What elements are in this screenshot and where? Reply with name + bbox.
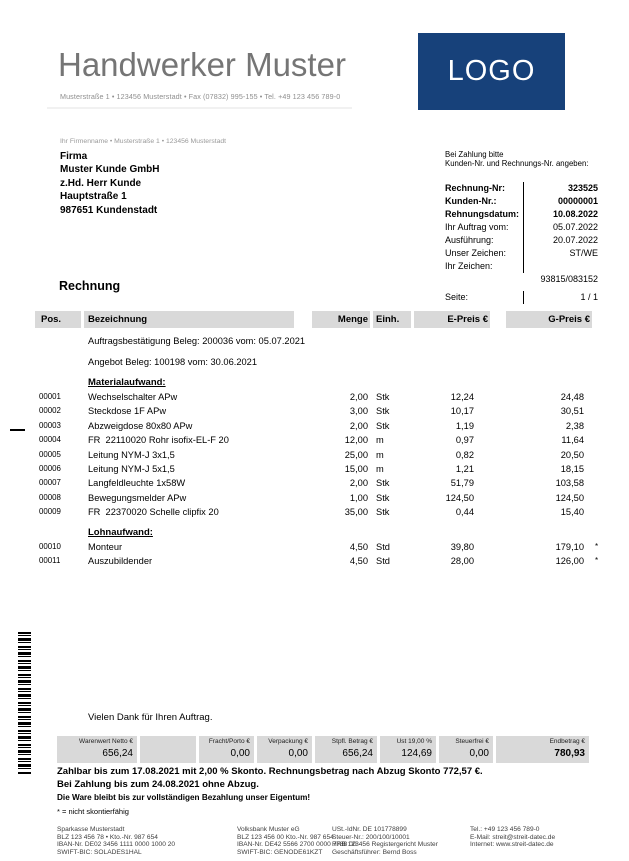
item-unit: Stk xyxy=(376,478,390,489)
column-gap xyxy=(297,390,309,404)
footer-line: Volksbank Muster eG xyxy=(237,826,300,833)
column-gap xyxy=(493,311,503,328)
fold-mark xyxy=(10,429,25,431)
footer-line: Geschäftsführer: Bernd Boss xyxy=(332,849,417,857)
column-gap xyxy=(493,419,503,433)
item-no-discount-flag xyxy=(595,505,603,519)
note-spacer xyxy=(35,355,81,370)
sender-return-line: Ihr Firmenname • Musterstraße 1 • 123456 Musterstadt xyxy=(60,138,227,145)
item-unit: Stk xyxy=(376,420,390,431)
item-description: Wechselschalter APw xyxy=(88,392,178,402)
item-unit: Std xyxy=(376,541,390,552)
item-no-discount-flag: * xyxy=(595,541,599,551)
barcode xyxy=(18,632,31,774)
column-gap xyxy=(493,540,503,554)
info-row xyxy=(445,208,598,221)
info-row xyxy=(445,182,598,195)
info-label: Unser Zeichen: xyxy=(445,248,507,259)
totals-value: 656,24 xyxy=(342,748,373,759)
table-row xyxy=(35,433,593,447)
column-gap xyxy=(493,462,503,476)
totals-value: 780,93 xyxy=(554,748,585,759)
column-gap xyxy=(493,491,503,505)
info-value: ST/WE xyxy=(523,247,598,260)
item-no-discount-flag xyxy=(595,448,603,462)
item-description: FR 22110020 Rohr isofix-EL-F 20 xyxy=(88,435,229,446)
info-value: 323525 xyxy=(523,182,598,195)
item-description: Leitung NYM-J 3x1,5 xyxy=(88,449,175,460)
footer-line: Sparkasse Musterstadt xyxy=(57,826,125,833)
item-unit-price: 124,50 xyxy=(445,492,474,503)
column-gap xyxy=(595,311,603,328)
info-label: Seite: xyxy=(445,291,469,302)
totals-cell xyxy=(199,736,254,763)
item-unit-price: 39,80 xyxy=(450,541,474,552)
info-value: 10.08.2022 xyxy=(523,208,598,221)
item-pos: 00002 xyxy=(39,406,61,416)
reference-note-row xyxy=(35,334,593,349)
info-value: 00000001 xyxy=(523,195,598,208)
info-label: Kunden-Nr.: xyxy=(445,195,497,206)
column-gap xyxy=(493,433,503,447)
section-spacer xyxy=(35,376,81,390)
item-total-price: 124,50 xyxy=(555,492,584,503)
footer-line: BLZ 123 456 78 • Kto.-Nr. 987 654 xyxy=(57,833,158,841)
item-pos: 00007 xyxy=(39,478,61,488)
item-unit-price: 0,44 xyxy=(455,507,474,518)
item-pos: 00010 xyxy=(39,541,61,551)
item-qty: 15,00 xyxy=(344,464,368,475)
item-pos: 00004 xyxy=(39,435,61,445)
table-row xyxy=(35,476,593,490)
item-no-discount-flag xyxy=(595,419,603,433)
footer-line: BLZ 123 456 00 Kto.-Nr. 987 654 xyxy=(237,833,334,841)
item-no-discount-flag: * xyxy=(595,556,599,566)
totals-bar xyxy=(57,736,593,763)
recipient-line: z.Hd. Herr Kunde xyxy=(60,177,142,189)
item-no-discount-flag xyxy=(595,433,603,447)
recipient-line: Firma xyxy=(60,151,88,162)
info-label: Ausführung: xyxy=(445,235,494,246)
info-row xyxy=(445,195,598,208)
recipient-line: Hauptstraße 1 xyxy=(60,191,127,203)
recipient-block xyxy=(60,150,159,217)
item-unit: Stk xyxy=(376,492,390,503)
item-pos: 00005 xyxy=(39,449,61,459)
item-pos: 00009 xyxy=(39,507,61,517)
items-rows xyxy=(35,334,599,568)
footer-line: Internet: www.streit-datec.de xyxy=(470,841,554,849)
section-label: Materialaufwand: xyxy=(88,377,166,388)
item-unit: m xyxy=(376,464,384,475)
item-unit: Std xyxy=(376,556,390,567)
reference-note-text: Auftragsbestätigung Beleg: 200036 vom: 05.07.2021 xyxy=(88,336,306,346)
item-description: FR 22370020 Schelle clipfix 20 xyxy=(88,507,219,518)
footer-line: Steuer-Nr.: 200/100/10001 xyxy=(332,833,410,841)
section-spacer xyxy=(35,526,81,540)
item-qty: 2,00 xyxy=(349,420,368,431)
item-qty: 4,50 xyxy=(349,556,368,567)
item-unit-price: 51,79 xyxy=(450,478,474,489)
totals-cell xyxy=(140,736,196,763)
column-header-qty: Menge xyxy=(312,311,370,328)
info-label: Ihr Auftrag vom: xyxy=(445,222,509,233)
totals-value: 0,00 xyxy=(469,748,489,759)
item-pos: 00008 xyxy=(39,492,61,502)
footer-line: SWIFT-BIC: SOLADES1HAL xyxy=(57,849,142,857)
item-qty: 2,00 xyxy=(349,392,368,402)
table-row xyxy=(35,404,593,418)
totals-value: 124,69 xyxy=(401,748,432,759)
totals-label: Endbetrag € xyxy=(549,738,585,745)
item-total-price: 126,00 xyxy=(555,556,584,567)
totals-label: Ust 19,00 % xyxy=(396,738,432,745)
info-label xyxy=(445,273,523,286)
note-spacer xyxy=(35,334,81,349)
column-gap xyxy=(297,433,309,447)
retention-of-title-note: Die Ware bleibt bis zur vollständigen Bezahlung unser Eigentum! xyxy=(57,793,311,802)
item-unit: Stk xyxy=(376,406,390,417)
item-unit-price: 1,21 xyxy=(455,464,474,475)
item-description: Abzweigdose 80x80 APw xyxy=(88,420,193,431)
column-gap xyxy=(297,462,309,476)
column-gap xyxy=(493,404,503,418)
column-gap xyxy=(297,476,309,490)
table-row xyxy=(35,505,593,519)
column-gap xyxy=(297,404,309,418)
info-value xyxy=(523,260,598,273)
footer-line: SWIFT-BIC: GENODE61KZT xyxy=(237,849,323,857)
info-row xyxy=(445,291,598,304)
page-title: Rechnung xyxy=(59,279,121,293)
footer-line: USt.-IdNr. DE 101778899 xyxy=(332,826,407,833)
item-total-price: 20,50 xyxy=(560,449,584,460)
column-gap xyxy=(493,448,503,462)
payment-note-line2: Kunden-Nr. und Rechnungs-Nr. angeben: xyxy=(445,159,589,169)
company-logo xyxy=(418,33,565,110)
column-gap xyxy=(493,505,503,519)
item-unit-price: 0,97 xyxy=(455,435,474,446)
item-no-discount-flag xyxy=(595,404,603,418)
item-unit-price: 28,00 xyxy=(450,556,474,567)
column-gap xyxy=(493,390,503,404)
footer-line: E-Mail: streit@streit-datec.de xyxy=(470,833,556,841)
footer-line: IBAN-Nr. DE42 5566 2700 0000 7788 00 xyxy=(237,841,357,849)
reference-note-row xyxy=(35,355,593,370)
item-qty: 35,00 xyxy=(344,507,368,518)
footer-line: Tel.: +49 123 456 789-0 xyxy=(470,826,540,833)
column-gap xyxy=(493,476,503,490)
totals-cell xyxy=(380,736,436,763)
section-row xyxy=(35,376,593,390)
section-label: Lohnaufwand: xyxy=(88,526,153,538)
column-gap xyxy=(297,491,309,505)
info-row xyxy=(445,221,598,234)
item-no-discount-flag xyxy=(595,390,603,404)
company-name: Handwerker Muster xyxy=(58,46,346,83)
totals-value: 0,00 xyxy=(230,748,250,759)
info-label: Rehnungsdatum: xyxy=(445,209,519,219)
table-row xyxy=(35,390,593,404)
item-total-price: 103,58 xyxy=(555,478,584,489)
column-header-description: Bezeichnung xyxy=(84,311,294,328)
item-description: Langfeldleuchte 1x58W xyxy=(88,478,186,489)
table-row xyxy=(35,448,593,462)
column-gap xyxy=(297,554,309,568)
item-description: Auszubildender xyxy=(88,556,153,567)
payment-terms-skonto: Zahlbar bis zum 17.08.2021 mit 2,00 % Skonto. Rechnungsbetrag nach Abzug Skonto 772,57 €. xyxy=(57,766,483,777)
asterisk-legend: * = nicht skontierfähig xyxy=(57,807,129,816)
item-total-price: 2,38 xyxy=(565,420,584,431)
column-gap xyxy=(297,311,309,328)
items-table-header xyxy=(35,311,593,328)
info-value: 93815/083152 xyxy=(540,274,598,285)
info-row xyxy=(445,234,598,247)
totals-value: 656,24 xyxy=(102,748,133,759)
info-label: Rechnung-Nr: xyxy=(445,182,505,193)
info-row xyxy=(445,273,598,286)
footer-line: IBAN-Nr. DE02 3456 1111 0000 1000 20 xyxy=(57,841,176,849)
item-total-price: 24,48 xyxy=(560,392,584,402)
info-value: 1 / 1 xyxy=(523,291,598,304)
table-row xyxy=(35,554,599,568)
info-label: Ihr Zeichen: xyxy=(445,261,493,272)
item-no-discount-flag xyxy=(595,491,603,505)
footer-line: HRB 123456 Registergericht Muster xyxy=(332,841,438,849)
totals-cell xyxy=(315,736,377,763)
item-unit: Stk xyxy=(376,507,390,518)
totals-cell xyxy=(496,736,589,763)
column-header-pos: Pos. xyxy=(35,311,81,328)
item-unit-price: 0,82 xyxy=(455,449,474,460)
table-row xyxy=(35,540,599,554)
column-gap xyxy=(297,448,309,462)
item-total-price: 18,15 xyxy=(560,464,584,475)
header-divider xyxy=(47,107,352,109)
item-unit: m xyxy=(376,435,384,446)
item-qty: 12,00 xyxy=(344,435,368,446)
footer-bank-1 xyxy=(57,826,175,857)
reference-note-text: Angebot Beleg: 100198 vom: 30.06.2021 xyxy=(88,357,258,367)
column-gap xyxy=(297,540,309,554)
invoice-info-panel xyxy=(445,150,598,304)
item-total-price: 179,10 xyxy=(555,541,584,552)
item-description: Monteur xyxy=(88,541,123,552)
table-row xyxy=(35,419,593,433)
item-description: Leitung NYM-J 5x1,5 xyxy=(88,464,175,475)
column-header-unit: Einh. xyxy=(373,311,411,328)
item-pos: 00001 xyxy=(39,392,61,401)
column-gap xyxy=(297,505,309,519)
totals-label: Steuerfrei € xyxy=(455,738,489,745)
item-qty: 3,00 xyxy=(349,406,368,417)
recipient-line: 987651 Kundenstadt xyxy=(60,204,158,216)
totals-label: Warenwert Netto € xyxy=(79,738,133,745)
item-pos: 00003 xyxy=(39,420,61,430)
info-row xyxy=(445,260,598,273)
payment-note-line1: Bei Zahlung bitte xyxy=(445,150,504,159)
info-rows xyxy=(445,182,598,304)
item-total-price: 30,51 xyxy=(560,406,584,417)
totals-cell xyxy=(57,736,137,763)
item-description: Bewegungsmelder APw xyxy=(88,492,187,503)
item-qty: 4,50 xyxy=(349,541,368,552)
item-unit-price: 12,24 xyxy=(450,392,474,402)
column-header-total-price: G-Preis € xyxy=(506,311,592,328)
section-row xyxy=(35,526,593,540)
totals-label: Verpackung € xyxy=(268,738,308,745)
item-unit: m xyxy=(376,449,384,460)
item-unit-price: 1,19 xyxy=(455,420,474,431)
totals-label xyxy=(144,738,192,746)
totals-cell xyxy=(257,736,312,763)
column-header-unit-price: E-Preis € xyxy=(414,311,490,328)
column-gap xyxy=(493,554,503,568)
table-row xyxy=(35,491,593,505)
item-no-discount-flag xyxy=(595,476,603,490)
item-qty: 25,00 xyxy=(344,449,368,460)
totals-value: 0,00 xyxy=(288,748,308,759)
logo-text: LOGO xyxy=(447,55,536,87)
table-row xyxy=(35,462,593,476)
items-table xyxy=(35,311,599,568)
item-unit-price: 10,17 xyxy=(450,406,474,417)
footer-tax-registry xyxy=(332,826,438,857)
item-total-price: 11,64 xyxy=(561,435,584,446)
totals-cell xyxy=(439,736,493,763)
footer-contact xyxy=(470,826,555,849)
column-gap xyxy=(297,419,309,433)
payment-terms-due: Bei Zahlung bis zum 24.08.2021 ohne Abzug. xyxy=(57,779,259,790)
company-address-line: Musterstraße 1 • 123456 Musterstadt • Fax (07832) 995-155 • Tel. +49 123 456 789-0 xyxy=(60,92,341,101)
item-qty: 1,00 xyxy=(349,492,368,503)
info-row xyxy=(445,247,598,260)
info-value: 20.07.2022 xyxy=(523,234,598,247)
item-no-discount-flag xyxy=(595,462,603,476)
item-qty: 2,00 xyxy=(349,478,368,489)
item-pos: 00006 xyxy=(39,464,61,474)
thank-you-line: Vielen Dank für Ihren Auftrag. xyxy=(88,712,213,723)
item-unit: Stk xyxy=(376,392,390,402)
recipient-line: Muster Kunde GmbH xyxy=(60,164,160,176)
info-value: 05.07.2022 xyxy=(523,221,598,234)
totals-label: Fracht/Porto € xyxy=(208,738,250,745)
item-description: Steckdose 1F APw xyxy=(88,406,167,417)
totals-label: Stpfl. Betrag € xyxy=(331,738,373,745)
item-total-price: 15,40 xyxy=(560,507,584,518)
item-pos: 00011 xyxy=(39,556,61,566)
